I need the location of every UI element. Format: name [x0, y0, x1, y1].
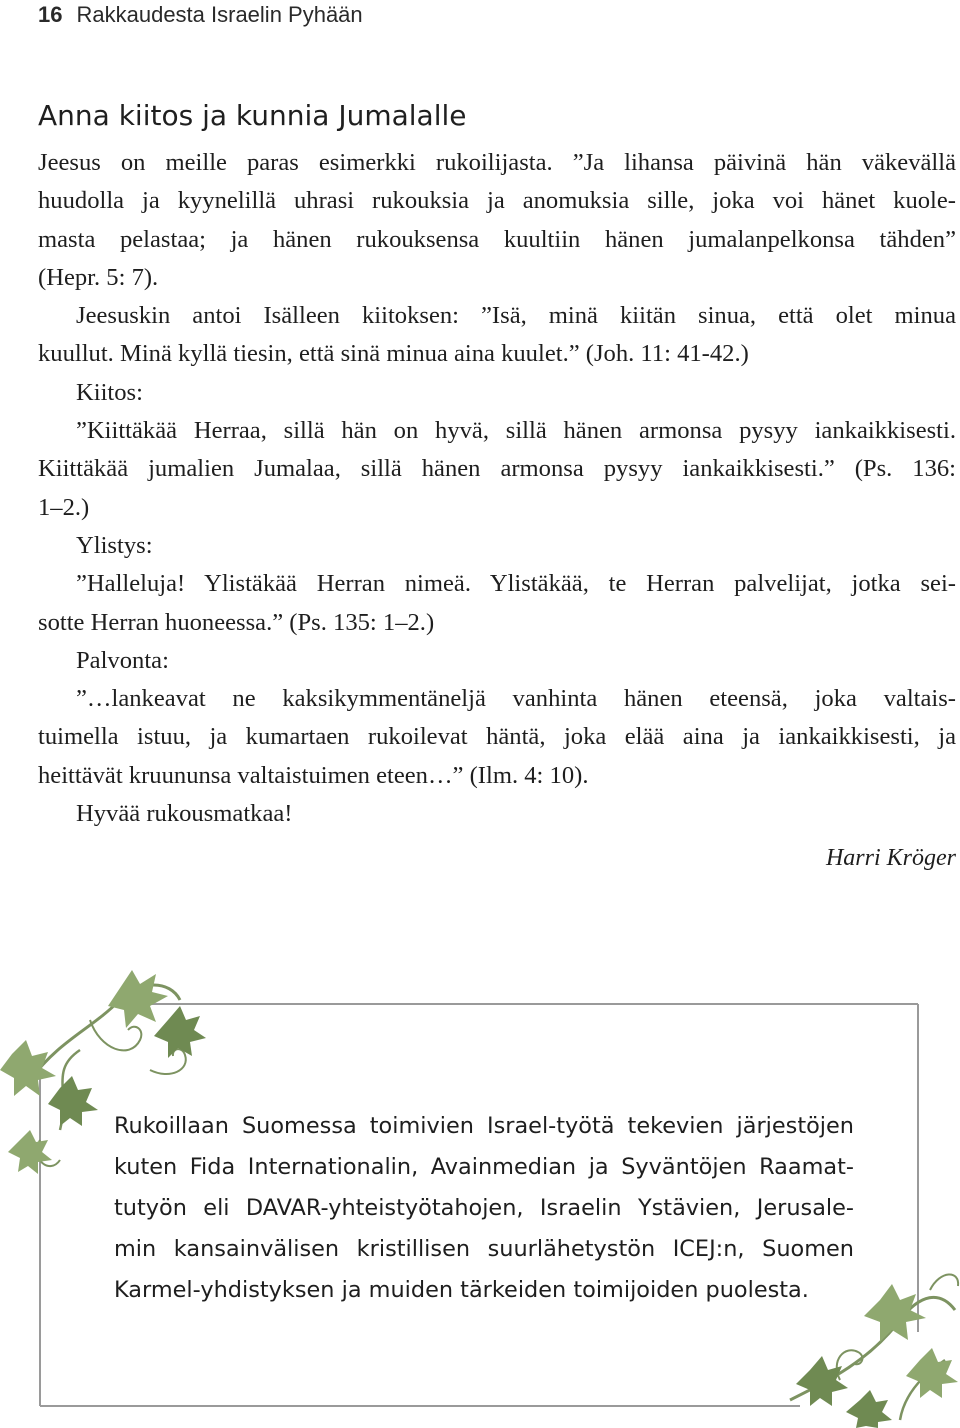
text-line: min kansainvälisen kristillisen suurlähetystön ICEJ:n, Suomen	[114, 1236, 854, 1262]
text-line: huudolla ja kyynelillä uhrasi rukouksia ja anomuksia sille, joka voi hänet kuole-	[38, 187, 956, 215]
text-line: tutyön eli DAVAR-yhteistyötahojen, Israelin Ystävien, Jerusale-	[114, 1195, 854, 1221]
section-label-ylistys: Ylistys:	[76, 531, 153, 559]
article-body	[38, 144, 956, 833]
running-title: Rakkaudesta Israelin Pyhään	[76, 2, 363, 27]
prayer-box-text	[114, 1106, 854, 1311]
text-line: masta pelastaa; ja hänen rukouksensa kuultiin hänen jumalanpelkonsa tähden”	[38, 225, 956, 253]
text-line: Rukoillaan Suomessa toimivien Israel-työtä tekevien järjestöjen	[114, 1113, 854, 1139]
text-line: Kiittäkää jumalien Jumalaa, sillä hänen armonsa pysyy iankaikkisesti.” (Ps. 136:	[38, 455, 956, 483]
text-line: kuten Fida Internationalin, Avainmedian ja Syväntöjen Raamat-	[114, 1154, 854, 1180]
section-label-palvonta: Palvonta:	[76, 646, 169, 674]
text-line: Karmel-yhdistyksen ja muiden tärkeiden toimijoiden puolesta.	[114, 1277, 809, 1303]
closing-line: Hyvää rukousmatkaa!	[76, 800, 293, 828]
leaf-icon	[0, 1040, 56, 1096]
vine-tendril	[930, 1274, 958, 1290]
text-line: (Hepr. 5: 7).	[38, 263, 159, 291]
vine-tendril	[150, 1049, 186, 1074]
text-line: ”…lankeavat ne kaksikymmentäneljä vanhinta hänen eteensä, joka valtais-	[76, 685, 956, 713]
text-line: kuullut. Minä kyllä tiesin, että sinä minua aina kuulet.” (Joh. 11: 41-42.)	[38, 340, 749, 368]
leaf-icon	[48, 1076, 98, 1126]
leaf-icon	[8, 1130, 52, 1174]
text-line: Jeesuskin antoi Isälleen kiitoksen: ”Isä, minä kiitän sinua, että olet minua	[76, 302, 956, 330]
leaf-icon	[108, 970, 168, 1028]
page-number: 16	[38, 2, 63, 27]
text-line: heittävät kruununsa valtaistuimen eteen…” (Ilm. 4: 10).	[38, 761, 589, 789]
text-line: tuimella istuu, ja kumartaen rukoilevat häntä, joka elää aina ja iankaikkisesti, ja	[38, 723, 956, 751]
vine-tendril	[90, 1020, 141, 1050]
text-line: Jeesus on meille paras esimerkki rukoilijasta. ”Ja lihansa päivinä hän väkevällä	[38, 149, 956, 176]
text-line: ”Kiittäkää Herraa, sillä hän on hyvä, sillä hänen armonsa pysyy iankaikkisesti.	[76, 417, 956, 445]
vine-tendril	[837, 1350, 863, 1380]
article	[38, 94, 956, 877]
signature: Harri Kröger	[825, 845, 956, 872]
text-line: 1–2.)	[38, 493, 90, 521]
text-line: ”Halleluja! Ylistäkää Herran nimeä. Ylistäkää, te Herran palvelijat, jotka sei-	[76, 570, 956, 598]
leaf-icon	[864, 1284, 926, 1342]
running-header	[38, 2, 363, 30]
article-title: Anna kiitos ja kunnia Jumalalle	[38, 99, 467, 132]
section-label-kiitos: Kiitos:	[76, 378, 143, 406]
leaf-icon	[796, 1356, 848, 1406]
text-line: sotte Herran huoneessa.” (Ps. 135: 1–2.)	[38, 608, 435, 636]
leaf-icon	[846, 1390, 892, 1428]
